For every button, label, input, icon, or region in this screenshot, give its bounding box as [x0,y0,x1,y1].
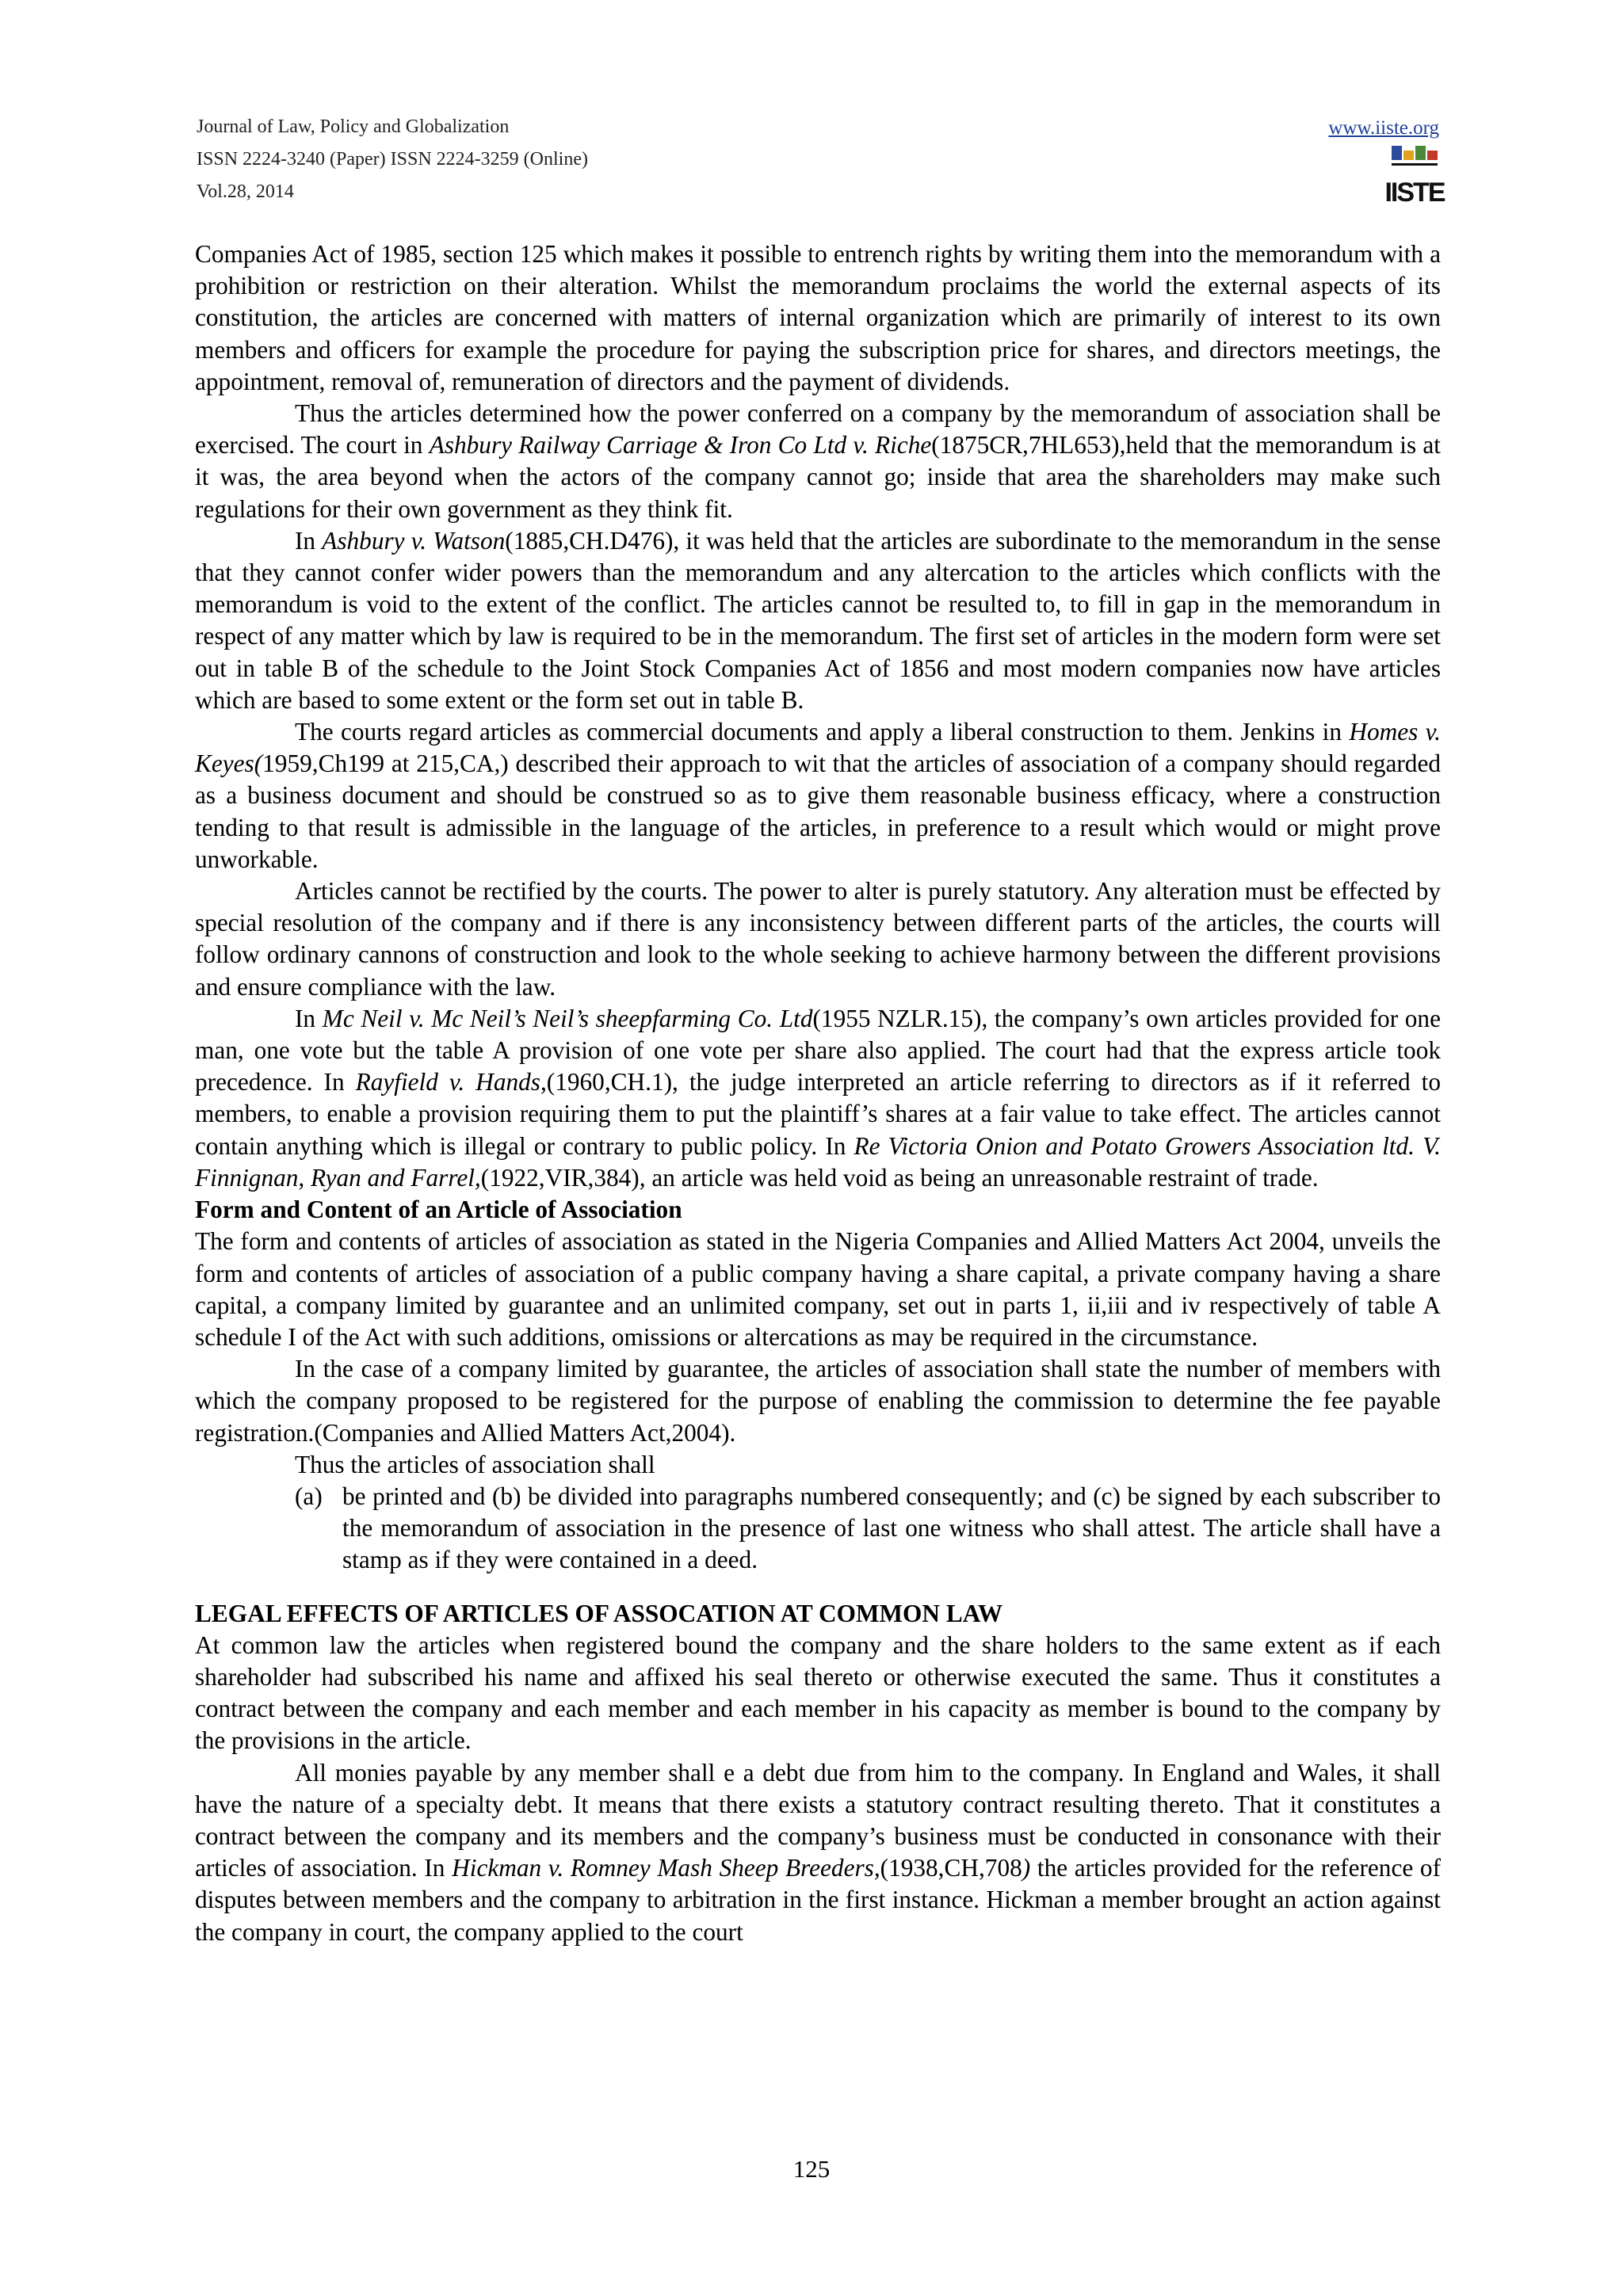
paragraph-8: In the case of a company limited by guarantee, the articles of association shall state the number of members with which the company proposed to be registered for the purpose of enabling the commission to determine the fee payable registration.(Companies and Allied Matters Act,2004). [195,1355,1441,1447]
journal-issn: ISSN 2224-3240 (Paper) ISSN 2224-3259 (Online) [197,149,588,170]
page-number: 125 [792,2155,831,2183]
case-citation: Homes v. Keyes( [195,718,1442,778]
paragraph-7: The form and contents of articles of association as stated in the Nigeria Companies and Allied Matters Act 2004, unveils the form and contents of articles of association of a public company having a share capital, a private company having a share capital, a company limited by guarantee and an unlimited company, set out in parts 1, ii,iii and iv respectively of table A schedule I of the Act with such additions, omissions or altercations as may be required in the circumstance. [195,1227,1441,1351]
journal-title: Journal of Law, Policy and Globalization [197,116,510,137]
list-marker: (a) [295,1482,323,1510]
paragraph-2: Thus the articles determined how the power conferred on a company by the memorandum of association shall be exercised. The court in Ashbury Railway Carriage & Iron Co Ltd v. Riche(1875CR,7HL653),held that the memorandum is at it was, the area beyond when the actors of the company cannot go; inside that area the shareholders may make such regulations for their own government as they think fit. [195,399,1441,523]
paragraph-10: At common law the articles when registered bound the company and the share holders to the same extent as if each shareholder had subscribed his name and affixed his seal thereto or otherwise executed the same. Thus it constitutes a contract between the company and each member and each member in his capacity as member is bound to the company by the provisions in the article. [195,1630,1441,1755]
paragraph-6: In Mc Neil v. Mc Neil’s Neil’s sheepfarming Co. Ltd(1955 NZLR.15), the company’s own articles provided for one man, one vote but the table A provision of one vote per share also applied. The court had that the express article took precedence. In Rayfield v. Hands,(1960,CH.1), the judge interpreted an article referring to directors as if it referred to members, to enable a provision requiring them to put the plaintiff’s shares at a fair value to take effect. The articles cannot contain anything which is illegal or contrary to public policy. In Re Victoria Onion and Potato Growers Association ltd. V. Finnignan, Ryan and Farrel,(1922,VIR,384), an article was held void as being an unreasonable restraint of trade. [195,1004,1441,1192]
section-heading: LEGAL EFFECTS OF ARTICLES OF ASSOCATION AT COMMON LAW [195,1599,1003,1627]
paragraph-9: Thus the articles of association shall [295,1450,655,1478]
case-citation: Ashbury v. Watson [322,526,506,555]
case-citation: Rayfield v. Hands [355,1068,540,1097]
paragraph-4: The courts regard articles as commercial documents and apply a liberal construction to them. Jenkins in Homes v. Keyes(1959,Ch199 at 215,CA,) described their approach to wit that the articles of association of a company should regarded as a business document and should be construed so as to give them reasonable business efficacy, where a construction tending to that result is admissible in the language of the articles, in preference to a result which would or might prove unworkable. [195,718,1442,873]
paragraph-1: Companies Act of 1985, section 125 which makes it possible to entrench rights by writing them into the memorandum with a prohibition or restriction on their alteration. Whilst the memorandum proclaims the world the external aspects of its constitution, the articles are concerned with matters of internal organization which are primarily of interest to its own members and officers for example the procedure for paying the subscription price for shares, and directors meetings, the appointment, removal of, remuneration of directors and the payment of dividends. [195,240,1441,395]
svg-text:IISTE: IISTE [1384,177,1445,208]
list-item-text: be printed and (b) be divided into paragraphs numbered consequently; and (c) be signed by each subscriber to the memorandum of association in the presence of last one witness who shall attest. The article shall have a stamp as if they were contained in a deed. [342,1482,1441,1574]
journal-header [197,111,1445,214]
iiste-logo [1384,146,1445,208]
paragraph-11: All monies payable by any member shall e a debt due from him to the company. In England and Wales, it shall have the nature of a specialty debt. It means that there exists a statutory contract resulting thereto. That it constitutes a contract between the company and its members and the company’s business must be conducted in consonance with their articles of association. In Hickman v. Romney Mash Sheep Breeders,(1938,CH,708) the articles provided for the reference of disputes between members and the company to arbitration in the first instance. Hickman a member brought an action against the company in court, the company applied to the court [195,1758,1441,1946]
case-citation: Re Victoria Onion and Potato Growers Association ltd. V. Finnignan, Ryan and Farrel, [195,1131,1441,1192]
case-citation: Ashbury Railway Carriage & Iron Co Ltd v. Riche [429,431,932,460]
case-citation: Mc Neil v. Mc Neil’s Neil’s sheepfarming Co. Ltd [322,1004,813,1032]
case-citation: Hickman v. Romney Mash Sheep Breeders, [452,1854,880,1882]
list-item [195,1481,1441,1577]
journal-url-link[interactable]: www.iiste.org [1328,117,1439,139]
paragraph-5: Articles cannot be rectified by the courts. The power to alter is purely statutory. Any alteration must be effected by special resolution of the company and if there is any inconsistency between different parts of the articles, the courts will follow ordinary cannons of construction and look to the whole seeking to achieve harmony between the different provisions and ensure compliance with the law. [195,877,1441,1001]
article-body [195,238,1441,1948]
journal-volume: Vol.28, 2014 [197,181,294,202]
section-heading: Form and Content of an Article of Association [195,1196,682,1224]
paragraph-3: In Ashbury v. Watson(1885,CH.D476), it was held that the articles are subordinate to the memorandum in the sense that they cannot confer wider powers than the memorandum and any altercation to the articles which conflicts with the memorandum is void to the extent of the conflict. The articles cannot be resulted to, to fill in gap in the memorandum in respect of any matter which by law is required to be in the memorandum. The first set of articles in the modern form were set out in table B of the schedule to the Joint Stock Companies Act of 1856 and most modern companies now have articles which are based to some extent or the form set out in table B. [195,526,1441,714]
